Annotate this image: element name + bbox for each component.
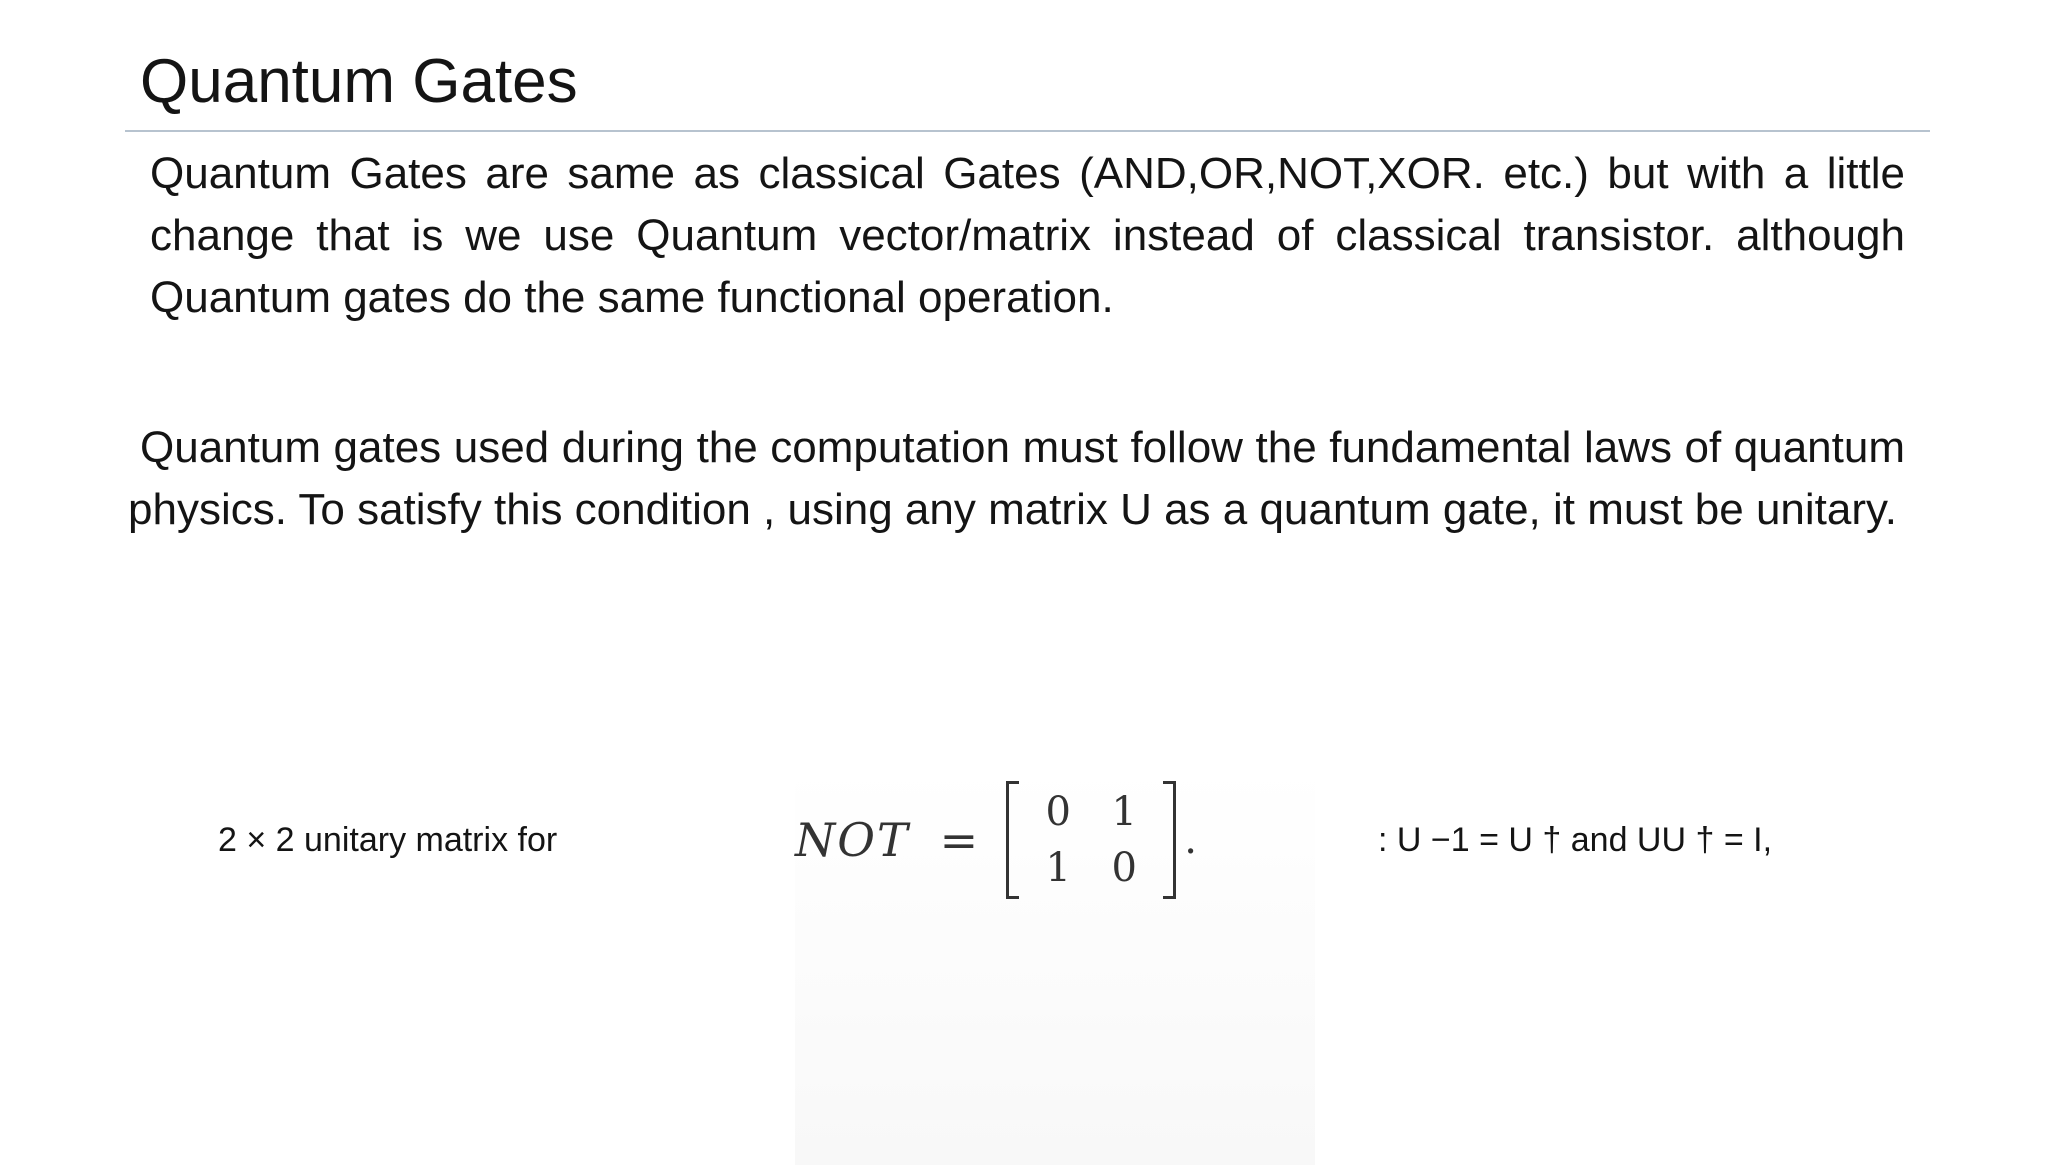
matrix-cell: 1 [1045,845,1071,891]
matrix-cell: 0 [1111,845,1137,891]
intro-paragraph: Quantum Gates are same as classical Gates (AND,OR,NOT,XOR. etc.) but with a little change that is we use Quantum vector/matrix instead of classical transistor. although Quantum gates do the same functional operation. [150,149,1905,322]
formula-equals: = [939,813,979,867]
left-bracket [1006,781,1019,899]
slide-title: Quantum Gates [140,47,578,116]
matrix-cell: 0 [1045,789,1071,835]
formula-period: . [1184,817,1197,863]
formula-lhs: NOT [795,813,910,867]
equation-label: 2 × 2 unitary matrix for [218,821,558,859]
not-matrix [1025,784,1157,896]
unitary-condition: : U −1 = U † and UU † = I, [1378,821,1773,859]
unitary-paragraph: Quantum gates used during the computation must follow the fundamental laws of quantum physics. To satisfy this condition , using any matrix U as a quantum gate, it must be unitary. [128,423,1905,534]
right-bracket [1163,781,1176,899]
not-gate-formula [795,775,1197,905]
matrix-cell: 1 [1111,789,1137,835]
title-underline [125,130,1930,132]
